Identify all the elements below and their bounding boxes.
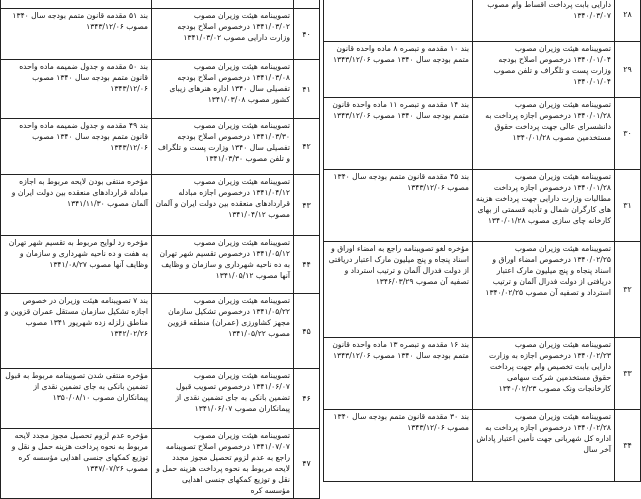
approval-description: تصویبنامه هیئت وزیران مصوب ۱۳۴۱/۰۳/۰۲ درخصوص اصلاح بودجه وزارت دارایی مصوب ۱۳۴۱/۰۳/۰۲ [152,9,294,60]
row-number: ۲۸ [615,0,641,42]
table-row [1,429,320,499]
approval-description: تصویبنامه هیئت وزیران مصوب ۱۳۴۱/۰۵/۲۲ درخصوص تشکیل سازمان مجهز کشاورزی (عمران) منطقه قزوین مصوب ۱۳۴۱/۰۵/۲۲ [152,294,294,369]
approval-description: تصویبنامه هیئت وزیران مصوب ۱۳۴۰/۰۲/۲۵ درخصوص امضاء اوراق و اسناد پنجاه و پنج میلیون مارک اعتبار دریافتی از دولت فدرال آلمان و ترتیب استرداد و تصفیه آن مصوب ۱۳۴۰/۰۲/۲۵ [473,242,615,338]
table-row [324,0,641,42]
table-row [324,42,641,98]
approval-description: تصویبنامه هیئت وزیران مصوب ۱۳۴۱/۰۷/۰۷ درخصوص اصلاح تصویبنامه راجع به عدم لزوم تحصیل مجوز مجدد لایحه مربوط به نحوه پرداخت هزینه حمل و نقل و توزیع کمکهای جنسی اهدایی مؤسسه کره [152,429,294,499]
legal-reference: مؤخره عدم لزوم تحصیل مجوز مجدد لایحه مربوط به نحوه پرداخت هزینه حمل و نقل و توزیع کمکهای جنسی اهدایی مؤسسه کره مصوب ۱۳۴۷/۰۷/۲۶ [1,429,152,499]
approval-description [152,0,294,9]
row-number: ۳۰ [615,98,641,170]
table-row [324,170,641,242]
legal-reference: بند ۵۰ مقدمه و جدول ضمیمه ماده واحده قانون متمم بودجه سال ۱۳۴۰ مصوب ۱۳۴۳/۱۲/۰۶ [1,60,152,119]
row-number: ۴۶ [294,369,320,429]
legal-reference: مؤخره لغو تصویبنامه راجع به امضاء اوراق و اسناد پنجاه و پنج میلیون مارک اعتبار دریافتی از دولت فدرال آلمان و ترتیب استرداد و تصفیه آن مصوب ۱۳۴۶/۰۳/۲۹ [324,242,473,338]
approval-description: تصویبنامه هیئت وزیران مصوب ۱۳۴۱/۰۳/۳۰ درخصوص اصلاح بودجه تفصیلی سال ۱۳۴۰ وزارت پست و تلگراف و تلفن مصوب ۱۳۴۱/۰۳/۳۰ [152,119,294,175]
right-table [323,0,641,482]
row-number: ۴۵ [294,294,320,369]
table-row [1,9,320,60]
approval-description: تصویبنامه هیئت وزیران مصوب ۱۳۴۱/۰۶/۰۷ درخصوص تصویب قبول تضمین بانکی به جای تضمین نقدی از پیمانکاران مصوب ۱۳۴۱/۰۶/۰۷ [152,369,294,429]
table-row [1,294,320,369]
legal-reference: بند ۴۵ مقدمه قانون متمم بودجه سال ۱۳۴۰ مصوب ۱۳۴۳/۱۲/۰۶ [324,170,473,242]
table-row [1,175,320,236]
row-number: ۴۰ [294,9,320,60]
table-row [1,119,320,175]
approval-description: تصویبنامه هیئت وزیران مصوب ۱۳۴۱/۰۳/۰۸ درخصوص اصلاح بودجه تفصیلی سال ۱۳۴۰ اداره هنرهای زیبای کشور مصوب ۱۳۴۱/۰۳/۰۸ [152,60,294,119]
legal-reference: بند ۵۱ مقدمه قانون متمم بودجه سال ۱۳۴۰ مصوب ۱۳۴۳/۱۲/۰۶ [1,9,152,60]
row-number: ۳۱ [615,170,641,242]
table-row [324,242,641,338]
row-number: ۴۷ [294,429,320,499]
table-row [324,410,641,482]
approval-description: تصویبنامه هیئت وزیران مصوب ۱۳۴۱/۰۵/۱۲ درخصوص تقسیم شهر تهران به ده ناحیه شهرداری و سازمان و وظایف آنها مصوب ۱۳۴۱/۰۵/۱۲ [152,236,294,294]
legal-reference: بند ۷ تصویبنامه هیئت وزیران در خصوص اجازه تشکیل سازمان مستقل عمران قزوین و مناطق زلزله زده شهریور ۱۳۴۱ مصوب ۱۳۴۲/۰۲/۲۶ [1,294,152,369]
table-row [324,98,641,170]
approval-description: تصویبنامه هیئت وزیران مصوب ۱۳۴۱/۰۴/۱۲ درخصوص اجازه مبادله قراردادهای منعقده بین دولت ایران و آلمان مصوب ۱۳۴۱/۰۴/۱۲ [152,175,294,236]
table-row [1,60,320,119]
legal-reference: بند ۳۰ مقدمه قانون متمم بودجه سال ۱۳۴۰ مصوب ۱۳۴۳/۱۲/۰۶ [324,410,473,482]
table-row [1,0,320,9]
row-number: ۳۲ [615,242,641,338]
approval-description: تصویبنامه هیئت وزیران مصوب ۱۳۴۰/۰۱/۰۴ درخصوص اصلاح بودجه وزارت پست و تلگراف و تلفن مصوب ۱۳۴۰/۰۱/۰۴ [473,42,615,98]
row-number [294,0,320,9]
row-number: ۴۳ [294,175,320,236]
legal-reference: مؤخره منتفی بودن لایحه مربوط به اجازه مبادله قراردادهای منعقده بین دولت ایران و آلمان مصوب ۱۳۴۱/۱۱/۳۰ [1,175,152,236]
table-row [1,236,320,294]
table-row [324,338,641,410]
row-number: ۴۱ [294,60,320,119]
legal-reference: مؤخره رد لوایح مربوط به تقسیم شهر تهران به هفت و ده ناحیه شهرداری و سازمان و وظایف آنها مصوب ۱۳۴۱/۰۸/۲۷ [1,236,152,294]
approval-description: تصویبنامه هیئت وزیران مصوب ۱۳۴۰/۰۲/۲۳ درخصوص اجازه به وزارت دارایی بابت تخصیص وام جهت پرداخت حقوق مستخدمین شرکت سهامی کارخانجات ونک مصوب ۱۳۴۰/۰۲/۲۳ [473,338,615,410]
row-number: ۳۳ [615,338,641,410]
approval-description: تصویبنامه هیئت وزیران مصوب ۱۳۴۰/۰۱/۲۸ درخصوص اجازه پرداخت مطالبات وزارت دارایی جهت پرداخت هزینه های کارگران شمال و تأدیه قسمتی از بهای کارخانه چای سازی مصوب ۱۳۴۰/۰۱/۲۸ [473,170,615,242]
legal-reference [1,0,152,9]
legal-reference: بند ۱۴ مقدمه و تبصره ۱۱ ماده واحده قانون متمم بودجه سال ۱۳۴۰ مصوب ۱۳۴۳/۱۲/۰۶ [324,98,473,170]
legal-reference: بند ۴۹ مقدمه و جدول ضمیمه ماده واحده قانون متمم بودجه سال ۱۳۴۰ مصوب ۱۳۴۳/۱۲/۰۶ [1,119,152,175]
approval-description: دارایی بابت پرداخت اقساط وام مصوب ۱۳۴۰/۰۳/۰۷ [473,0,615,42]
left-table [0,0,320,499]
legal-reference: بند ۱۰ مقدمه و تبصره ۸ ماده واحده قانون متمم بودجه سال ۱۳۴۰ مصوب ۱۳۴۳/۱۲/۰۶ [324,42,473,98]
row-number: ۴۲ [294,119,320,175]
row-number: ۴۴ [294,236,320,294]
approval-description: تصویبنامه هیئت وزیران مصوب ۱۳۴۰/۰۲/۲۸ درخصوص اجازه پرداخت به اداره کل شهربانی جهت تأمین اعتبار پاداش آخر سال [473,410,615,482]
legal-reference: بند ۱۶ مقدمه و تبصره ۱۳ ماده واحده قانون متمم بودجه سال ۱۳۴۰ مصوب ۱۳۴۳/۱۲/۰۶ [324,338,473,410]
legal-reference: مؤخره منتفی شدن تصویبنامه مربوط به قبول تضمین بانکی به جای تضمین نقدی از پیمانکاران مصوب ۱۳۵۰/۰۸/۱۰ [1,369,152,429]
legal-reference [324,0,473,42]
table-row [1,369,320,429]
approval-description: تصویبنامه هیئت وزیران مصوب ۱۳۴۰/۰۱/۲۸ درخصوص اجازه پرداخت به دانشسرای عالی جهت پرداخت حقوق مستخدمین مصوب ۱۳۴۰/۰۱/۲۸ [473,98,615,170]
row-number: ۲۹ [615,42,641,98]
row-number: ۳۴ [615,410,641,482]
